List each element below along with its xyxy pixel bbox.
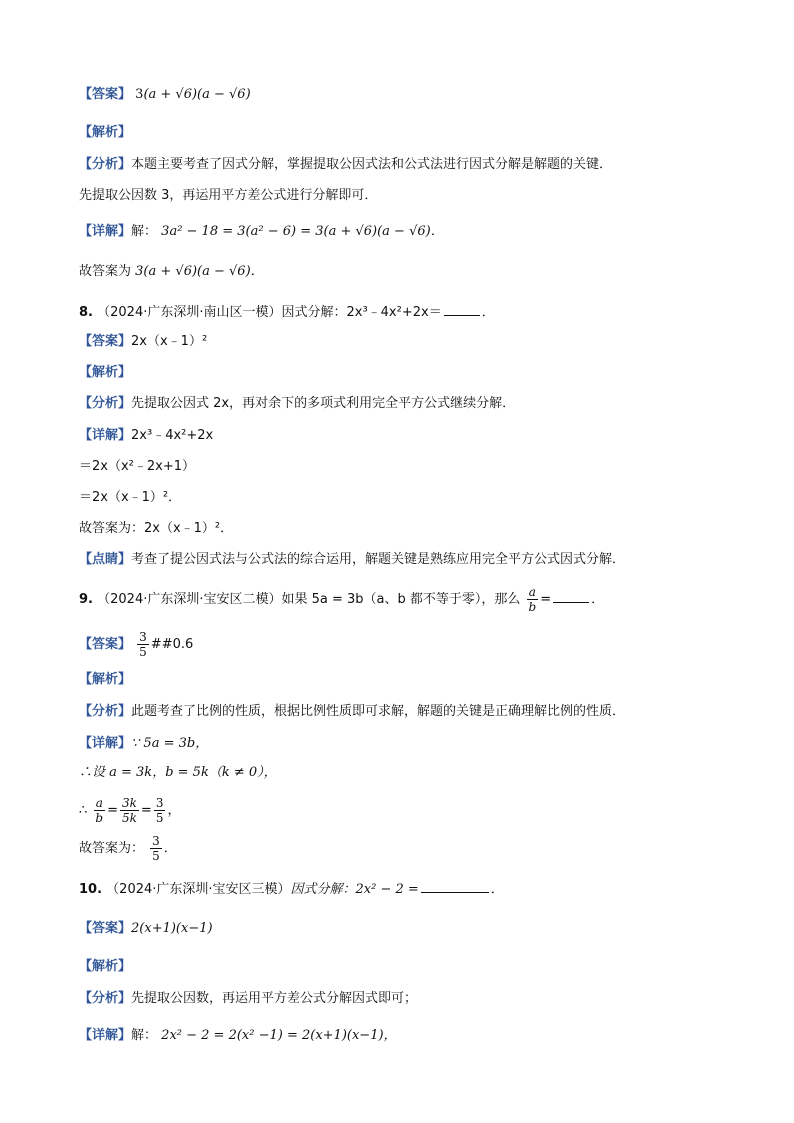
fraction-denominator: 5: [152, 849, 160, 863]
answer-prefix: 3: [135, 87, 144, 102]
therefore-symbol: ∴: [79, 803, 88, 818]
xiangjie-label: 【详解】: [79, 428, 132, 443]
dianjing-text: 考查了提公因式法与公式法的综合运用，解题关键是熟练应用完全平方公式因式分解．: [131, 552, 626, 567]
fraction-numerator: 3k: [122, 796, 137, 810]
fenxi-text: 本题主要考查了因式分解，掌握提取公因式法和公式法进行因式分解是解题的关键．: [131, 157, 613, 172]
q9-question-line: [79, 585, 604, 614]
answer-factor-a: (a + √6): [143, 87, 198, 102]
step-1: ∵ 5a = 3b，: [131, 736, 209, 751]
fenxi-text: 此题考查了比例的性质，根据比例性质即可求解，解题的关键是正确理解比例的性质．: [131, 704, 626, 719]
question-end: ．: [591, 592, 605, 607]
fenxi-text: 先提取公因式 2x，再对余下的多项式利用完全平方公式继续分解．: [131, 396, 516, 411]
q10-answer-line: [79, 920, 213, 938]
fenxi-text: 先提取公因数，再运用平方差公式分解因式即可；: [131, 991, 418, 1006]
question-source: （2024·广东深圳·宝安区二模）: [97, 592, 282, 607]
jiexi-label: 【解析】: [79, 125, 132, 140]
fenxi-label: 【分析】: [79, 991, 132, 1006]
q7-conclusion-line: [79, 263, 264, 281]
question-source: （2024·广东深圳·宝安区三模）: [106, 882, 291, 897]
q9-xiangjie-line: [79, 735, 208, 753]
answer-blank: [553, 589, 589, 603]
q9-answer-line: [79, 630, 193, 659]
xiangjie-expression: 3a² − 18 = 3(a² − 6) = 3(a + √6)(a − √6)．: [161, 224, 444, 239]
question-text: 因式分解：2x² − 2 =: [290, 882, 419, 897]
fraction-numerator: a: [95, 796, 103, 810]
answer-label: 【答案】: [79, 637, 132, 652]
q8-question-line: [79, 302, 495, 322]
question-equals: =: [540, 592, 552, 607]
q8-step-2-line: [79, 458, 195, 476]
fraction-numerator: a: [528, 585, 536, 599]
fraction-denominator: b: [95, 811, 104, 825]
answer-factor-b: (a − √6): [197, 87, 251, 102]
q8-answer-line: [79, 333, 207, 351]
fenxi-label: 【分析】: [79, 704, 132, 719]
fraction-denominator: b: [528, 600, 537, 614]
question-number: 9.: [79, 592, 93, 607]
answer-value: 2(x+1)(x−1): [131, 921, 213, 936]
xiangjie-expression: 2x² − 2 = 2(x² −1) = 2(x+1)(x−1)，: [161, 1028, 397, 1043]
question-text: 因式分解：2x³﹣4x²+2x＝: [281, 305, 442, 320]
answer-label: 【答案】: [79, 334, 132, 349]
q8-jiexi-line: [79, 364, 131, 382]
fraction-denominator: 5: [155, 811, 164, 825]
question-fraction: [527, 585, 539, 614]
q9-step-2-line: [79, 764, 277, 782]
fraction-denominator: 5: [139, 645, 147, 659]
q9-fenxi-line: [79, 703, 625, 721]
jiexi-label: 【解析】: [79, 672, 132, 687]
fraction-numerator: 3: [139, 630, 147, 644]
conclusion-expression: 3(a + √6)(a − √6)．: [135, 264, 264, 279]
step-3-fraction-3: [154, 796, 166, 825]
jiexi-label: 【解析】: [79, 959, 132, 974]
fenxi-text-2: 先提取公因数 3，再运用平方差公式进行分解即可．: [79, 188, 378, 203]
answer-label: 【答案】: [79, 87, 132, 102]
conclusion: 故答案为：2x（x﹣1）²．: [79, 521, 234, 536]
xiangjie-label: 【详解】: [79, 224, 132, 239]
question-source: （2024·广东深圳·南山区一模）: [97, 305, 282, 320]
step-3-end: ，: [167, 803, 181, 818]
q8-xiangjie-line: [79, 427, 213, 445]
step-1: 2x³﹣4x²+2x: [131, 428, 214, 443]
q10-xiangjie-line: [79, 1027, 397, 1045]
equals-sign: =: [140, 803, 152, 818]
step-2: ∴设 a = 3k，b = 5k（k ≠ 0），: [79, 765, 277, 780]
jiexi-label: 【解析】: [79, 365, 132, 380]
answer-blank: [444, 302, 480, 316]
answer-label: 【答案】: [79, 921, 132, 936]
q9-jiexi-line: [79, 671, 131, 689]
xiangjie-label: 【详解】: [79, 1028, 132, 1043]
answer-fraction: [137, 630, 149, 659]
q7-xiangjie-line: [79, 223, 444, 241]
question-number: 10.: [79, 882, 103, 897]
step-3-fraction-1: [93, 796, 105, 825]
xiangjie-prefix: 解：: [131, 224, 158, 239]
q8-step-3-line: [79, 489, 181, 507]
q8-dianjing-line: [79, 551, 625, 569]
equals-sign: =: [107, 803, 119, 818]
fraction-denominator: 5k: [122, 811, 137, 825]
q10-jiexi-line: [79, 958, 131, 976]
answer-tail: ##0.6: [150, 637, 194, 652]
xiangjie-prefix: 解：: [131, 1028, 158, 1043]
question-end: ．: [490, 882, 504, 897]
step-3-fraction-2: [120, 796, 139, 825]
xiangjie-label: 【详解】: [79, 736, 132, 751]
q10-question-line: [79, 879, 504, 899]
conclusion-prefix: 故答案为: [79, 264, 132, 279]
fraction-numerator: 3: [155, 796, 164, 810]
fraction-numerator: 3: [152, 834, 160, 848]
q10-fenxi-line: [79, 990, 417, 1008]
question-end: ．: [481, 305, 495, 320]
answer-value: 2x（x﹣1）²: [131, 334, 208, 349]
q7-answer-line: [79, 86, 251, 104]
fenxi-label: 【分析】: [79, 157, 132, 172]
step-2: ＝2x（x²﹣2x+1）: [79, 459, 195, 474]
question-number: 8.: [79, 305, 93, 320]
q7-fenxi-line-2: [79, 187, 377, 205]
q9-conclusion-line: [79, 834, 177, 863]
q8-conclusion-line: [79, 520, 233, 538]
step-3: ＝2x（x﹣1）²．: [79, 490, 182, 505]
dianjing-label: 【点睛】: [79, 552, 132, 567]
conclusion-end: ．: [163, 841, 177, 856]
fenxi-label: 【分析】: [79, 396, 132, 411]
q8-fenxi-line: [79, 395, 515, 413]
q9-step-3-line: [79, 796, 180, 825]
conclusion-prefix: 故答案为：: [79, 841, 145, 856]
conclusion-fraction: [150, 834, 162, 863]
question-text: 如果 5a = 3b（a、b 都不等于零），那么: [281, 592, 521, 607]
q7-fenxi-line: [79, 156, 612, 174]
answer-blank: [421, 879, 489, 893]
q7-jiexi-line: [79, 124, 131, 142]
